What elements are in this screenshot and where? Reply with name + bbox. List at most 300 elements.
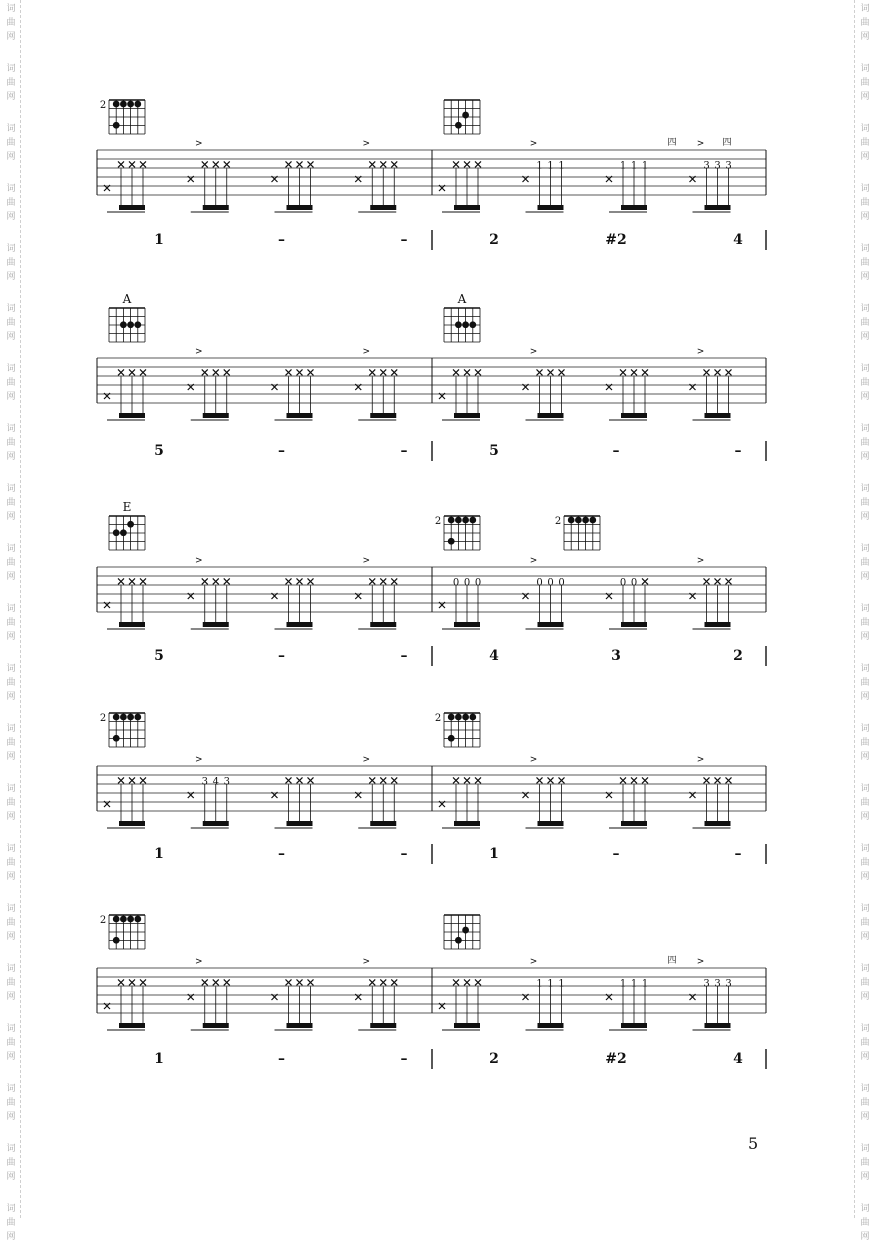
note-beam [119, 413, 145, 418]
tab-x-mark [213, 578, 219, 584]
chord-dot [134, 916, 141, 923]
tab-fret-number: 1 [547, 160, 554, 172]
margin-watermark-char: 网 [6, 692, 16, 702]
jianpu-note: – [734, 846, 742, 862]
margin-watermark-char: 曲 [6, 558, 16, 568]
tab-x-mark [391, 161, 397, 167]
tab-x-mark [704, 369, 710, 375]
jianpu-note: – [278, 443, 285, 459]
tab-x-mark [453, 369, 459, 375]
tab-fret-number: 0 [474, 577, 482, 589]
tab-fret-number: 3 [703, 160, 710, 172]
margin-watermark-char: 曲 [860, 558, 870, 568]
tab-x-mark [140, 161, 146, 167]
chord-name: E [122, 500, 132, 514]
chord-fret-number: 2 [99, 100, 107, 111]
tab-x-mark [129, 979, 135, 985]
tab-x-mark [642, 777, 648, 783]
margin-watermark-char: 网 [6, 932, 16, 942]
tab-x-mark [548, 369, 554, 375]
tab-fret-number: 1 [536, 978, 543, 990]
margin-watermark-char: 曲 [860, 1038, 870, 1048]
note-beam [705, 413, 731, 418]
tab-fret-number: 0 [547, 577, 554, 589]
jianpu-note: 1 [154, 846, 164, 862]
tab-x-mark [715, 777, 721, 783]
accent-mark: > [362, 139, 371, 149]
margin-watermark-char: 曲 [860, 858, 870, 868]
jianpu-note: – [400, 443, 408, 459]
margin-watermark-char: 网 [860, 92, 870, 102]
margin-watermark-char: 曲 [860, 18, 870, 28]
accent-mark: > [194, 755, 203, 765]
margin-watermark-char: 曲 [860, 1158, 870, 1168]
chord-dot [127, 714, 134, 721]
tab-x-mark [631, 369, 637, 375]
tab-x-mark [548, 777, 554, 783]
margin-watermark-char: 曲 [6, 858, 16, 868]
margin-watermark-char: 曲 [860, 438, 870, 448]
margin-watermark-char: 词 [860, 1084, 870, 1094]
chord-dot [462, 714, 469, 721]
margin-watermark-char: 网 [860, 692, 870, 702]
chord-fret-number: 2 [99, 713, 107, 724]
chord-dot [127, 916, 134, 923]
tab-x-mark [297, 161, 303, 167]
margin-watermark-char: 网 [6, 212, 16, 222]
note-beam [621, 413, 647, 418]
margin-watermark-char: 曲 [6, 678, 16, 688]
tab-x-mark [118, 578, 124, 584]
margin-watermark-char: 网 [6, 1232, 16, 1242]
tab-x-mark [297, 578, 303, 584]
jianpu-note: 4 [489, 648, 499, 664]
note-beam [370, 205, 396, 210]
note-beam [370, 413, 396, 418]
tab-x-mark [726, 777, 732, 783]
tab-x-mark [202, 578, 208, 584]
tab-x-mark [297, 369, 303, 375]
margin-watermark-char: 曲 [860, 678, 870, 688]
tab-fret-number: 3 [201, 776, 208, 788]
note-beam [370, 821, 396, 826]
margin-watermark-char: 曲 [6, 198, 16, 208]
note-beam [454, 413, 480, 418]
chord-dot [462, 112, 469, 119]
note-beam [370, 1023, 396, 1028]
jianpu-note: – [400, 846, 408, 862]
chord-dot [113, 122, 120, 129]
tab-x-mark [213, 369, 219, 375]
jianpu-note: – [612, 846, 620, 862]
tab-x-mark [715, 578, 721, 584]
tab-x-mark [129, 578, 135, 584]
margin-watermark-char: 词 [860, 664, 870, 674]
tab-x-mark [726, 369, 732, 375]
tab-x-mark [715, 369, 721, 375]
margin-watermark-char: 词 [6, 784, 16, 794]
margin-watermark-char: 词 [860, 964, 870, 974]
jianpu-note: 3 [611, 648, 621, 664]
jianpu-note: – [400, 232, 408, 248]
jianpu-note: 1 [489, 846, 499, 862]
accent-mark: > [696, 139, 705, 149]
chord-dot [448, 714, 455, 721]
tab-x-mark [726, 578, 732, 584]
tab-x-mark [369, 161, 375, 167]
tab-x-mark [642, 578, 648, 584]
jianpu-note: 2 [733, 648, 743, 664]
tab-fret-number: 1 [619, 978, 627, 990]
note-beam [538, 205, 564, 210]
tab-x-mark [391, 777, 397, 783]
jianpu-note: 5 [154, 648, 164, 664]
margin-watermark-char: 曲 [860, 198, 870, 208]
jianpu-note: 2 [489, 232, 499, 248]
chord-dot [469, 517, 476, 524]
jianpu-note: – [278, 648, 285, 664]
chord-dot [448, 735, 455, 742]
tab-fret-number: 0 [536, 577, 543, 589]
tab-x-mark [475, 161, 481, 167]
chord-dot [462, 321, 469, 328]
note-beam [538, 1023, 564, 1028]
margin-watermark-char: 词 [6, 544, 16, 554]
tab-x-mark [308, 979, 314, 985]
tab-x-mark [286, 777, 292, 783]
tab-fret-number: 1 [641, 160, 649, 172]
margin-watermark-char: 曲 [860, 378, 870, 388]
chord-dot [462, 927, 469, 934]
margin-watermark-char: 曲 [6, 978, 16, 988]
chord-dot [469, 321, 476, 328]
margin-watermark-char: 词 [860, 1024, 870, 1034]
chord-dot [455, 517, 462, 524]
margin-watermark-char: 曲 [860, 258, 870, 268]
chord-dot [127, 101, 134, 108]
margin-watermark-char: 曲 [6, 738, 16, 748]
tab-x-mark [380, 979, 386, 985]
accent-mark: > [194, 957, 203, 967]
tab-x-mark [129, 369, 135, 375]
note-beam [203, 821, 229, 826]
margin-watermark-char: 词 [860, 604, 870, 614]
margin-watermark-char: 曲 [860, 138, 870, 148]
chord-dot [127, 521, 134, 528]
chord-dot [455, 937, 462, 944]
margin-watermark-char: 曲 [6, 438, 16, 448]
margin-watermark-char: 网 [860, 1052, 870, 1062]
margin-watermark-char: 曲 [6, 1218, 16, 1228]
position-mark: 四 [667, 138, 677, 148]
jianpu-note: – [612, 443, 620, 459]
jianpu-note: 4 [733, 1051, 743, 1067]
tab-x-mark [369, 979, 375, 985]
margin-watermark-char: 曲 [860, 1098, 870, 1108]
tab-x-mark [475, 369, 481, 375]
accent-mark: > [362, 347, 371, 357]
note-beam [705, 622, 731, 627]
margin-watermark-char: 曲 [6, 378, 16, 388]
chord-dot [462, 517, 469, 524]
margin-watermark-char: 网 [860, 272, 870, 282]
tab-fret-number: 0 [630, 577, 638, 589]
chord-fret-number: 2 [99, 915, 107, 926]
margin-watermark-char: 网 [6, 32, 16, 42]
margin-watermark-char: 曲 [6, 258, 16, 268]
jianpu-note: – [278, 846, 285, 862]
tab-fret-number: 1 [641, 978, 649, 990]
margin-watermark-char: 网 [6, 92, 16, 102]
jianpu-note: 1 [154, 1051, 164, 1067]
tab-x-mark [559, 369, 565, 375]
margin-watermark-char: 网 [860, 872, 870, 882]
accent-mark: > [696, 347, 705, 357]
margin-watermark-char: 词 [6, 1144, 16, 1154]
margin-watermark-char: 网 [860, 452, 870, 462]
margin-watermark-char: 词 [6, 1204, 16, 1214]
margin-watermark-char: 词 [6, 4, 16, 14]
tab-x-mark [704, 578, 710, 584]
tab-x-mark [380, 578, 386, 584]
tab-x-mark [475, 979, 481, 985]
note-beam [287, 1023, 313, 1028]
margin-watermark-char: 词 [860, 1144, 870, 1154]
margin-watermark-char: 网 [860, 1112, 870, 1122]
note-beam [287, 622, 313, 627]
margin-watermark-char: 网 [860, 332, 870, 342]
margin-watermark-char: 词 [6, 184, 16, 194]
margin-watermark-char: 网 [6, 872, 16, 882]
margin-watermark-char: 网 [860, 572, 870, 582]
note-beam [119, 622, 145, 627]
note-beam [454, 205, 480, 210]
tab-x-mark [202, 979, 208, 985]
margin-watermark-char: 网 [860, 992, 870, 1002]
accent-mark: > [696, 556, 705, 566]
margin-watermark-char: 曲 [860, 798, 870, 808]
note-beam [705, 821, 731, 826]
note-beam [621, 1023, 647, 1028]
note-beam [203, 622, 229, 627]
tab-x-mark [297, 777, 303, 783]
note-beam [370, 622, 396, 627]
accent-mark: > [529, 957, 538, 967]
margin-watermark-char: 词 [6, 304, 16, 314]
tab-x-mark [286, 369, 292, 375]
tab-x-mark [224, 578, 230, 584]
tab-x-mark [140, 369, 146, 375]
margin-watermark-char: 词 [860, 844, 870, 854]
margin-watermark-char: 网 [860, 152, 870, 162]
tab-x-mark [118, 979, 124, 985]
tab-x-mark [308, 578, 314, 584]
chord-dot [120, 714, 127, 721]
margin-watermark-char: 网 [6, 332, 16, 342]
jianpu-note: 5 [154, 443, 164, 459]
margin-watermark-char: 网 [860, 1232, 870, 1242]
margin-watermark-char: 词 [6, 1024, 16, 1034]
margin-watermark-char: 网 [860, 812, 870, 822]
margin-watermark-char: 曲 [6, 138, 16, 148]
tab-x-mark [464, 979, 470, 985]
chord-name: A [457, 292, 467, 306]
jianpu-note: – [400, 1051, 408, 1067]
tab-x-mark [453, 161, 459, 167]
chord-dot [568, 517, 575, 524]
chord-dot [134, 714, 141, 721]
tab-x-mark [224, 369, 230, 375]
margin-watermark-char: 网 [6, 152, 16, 162]
tab-x-mark [308, 777, 314, 783]
margin-watermark-char: 词 [860, 184, 870, 194]
tab-x-mark [391, 369, 397, 375]
page-number: 5 [748, 1134, 759, 1153]
margin-watermark-char: 曲 [6, 498, 16, 508]
tab-x-mark [140, 777, 146, 783]
tab-fret-number: 1 [536, 160, 543, 172]
margin-watermark-char: 曲 [6, 78, 16, 88]
margin-watermark-char: 网 [860, 752, 870, 762]
margin-watermark-char: 词 [6, 724, 16, 734]
tab-fret-number: 0 [558, 577, 565, 589]
chord-dot [134, 101, 141, 108]
tab-x-mark [475, 777, 481, 783]
margin-watermark-char: 曲 [6, 798, 16, 808]
tab-x-mark [704, 777, 710, 783]
jianpu-note: – [278, 232, 285, 248]
note-beam [621, 821, 647, 826]
tab-x-mark [391, 578, 397, 584]
margin-watermark-char: 网 [6, 572, 16, 582]
chord-fret-number: 2 [554, 516, 562, 527]
accent-mark: > [696, 755, 705, 765]
position-mark: 四 [722, 138, 732, 148]
margin-watermark-char: 网 [6, 512, 16, 522]
tab-x-mark [118, 369, 124, 375]
tab-x-mark [202, 161, 208, 167]
jianpu-note: 2 [489, 1051, 499, 1067]
margin-watermark-char: 词 [860, 424, 870, 434]
margin-watermark-char: 词 [6, 124, 16, 134]
tab-x-mark [140, 979, 146, 985]
chord-fret-number: 2 [434, 516, 442, 527]
tab-x-mark [224, 161, 230, 167]
note-beam [119, 1023, 145, 1028]
margin-watermark-char: 词 [6, 844, 16, 854]
margin-watermark-char: 曲 [860, 498, 870, 508]
tab-fret-number: 1 [558, 160, 565, 172]
note-beam [119, 821, 145, 826]
margin-watermark-char: 网 [6, 992, 16, 1002]
tab-fret-number: 3 [223, 776, 230, 788]
tab-fret-number: 1 [630, 160, 638, 172]
tab-x-mark [308, 369, 314, 375]
tab-x-mark [380, 161, 386, 167]
margin-watermark-char: 词 [6, 244, 16, 254]
chord-dot [575, 517, 582, 524]
tab-fret-number: 0 [463, 577, 471, 589]
accent-mark: > [362, 957, 371, 967]
note-beam [287, 413, 313, 418]
jianpu-note: – [734, 443, 742, 459]
margin-watermark-char: 词 [6, 604, 16, 614]
chord-dot [113, 529, 120, 536]
chord-name: A [122, 292, 132, 306]
margin-watermark-char: 网 [860, 392, 870, 402]
note-beam [203, 413, 229, 418]
note-beam [621, 205, 647, 210]
tab-x-mark [620, 369, 626, 375]
margin-watermark-char: 曲 [6, 1038, 16, 1048]
margin-watermark-char: 词 [860, 484, 870, 494]
margin-watermark-char: 词 [860, 64, 870, 74]
margin-watermark-char: 曲 [860, 918, 870, 928]
tab-fret-number: 3 [714, 978, 721, 990]
tab-x-mark [369, 578, 375, 584]
margin-watermark-char: 网 [6, 1052, 16, 1062]
accent-mark: > [529, 347, 538, 357]
tab-fret-number: 1 [619, 160, 627, 172]
tab-x-mark [559, 777, 565, 783]
tab-x-mark [391, 979, 397, 985]
accent-mark: > [529, 755, 538, 765]
accent-mark: > [362, 755, 371, 765]
margin-watermark-char: 曲 [6, 1158, 16, 1168]
margin-watermark-char: 词 [860, 244, 870, 254]
tab-x-mark [380, 369, 386, 375]
tab-x-mark [642, 369, 648, 375]
tab-x-mark [464, 369, 470, 375]
tab-x-mark [213, 979, 219, 985]
jianpu-note: – [400, 648, 408, 664]
chord-dot [113, 937, 120, 944]
margin-watermark-char: 网 [6, 812, 16, 822]
margin-watermark-char: 词 [860, 784, 870, 794]
margin-watermark-char: 曲 [6, 918, 16, 928]
margin-watermark-char: 词 [6, 424, 16, 434]
margin-watermark-char: 词 [860, 304, 870, 314]
margin-watermark-char: 网 [860, 212, 870, 222]
tab-x-mark [620, 777, 626, 783]
tab-x-mark [537, 369, 543, 375]
tab-x-mark [453, 777, 459, 783]
tab-x-mark [286, 161, 292, 167]
margin-watermark-char: 网 [860, 32, 870, 42]
jianpu-note: – [278, 1051, 285, 1067]
tab-x-mark [537, 777, 543, 783]
margin-watermark-char: 曲 [860, 1218, 870, 1228]
margin-watermark-char: 网 [6, 1172, 16, 1182]
tab-x-mark [202, 369, 208, 375]
chord-dot [582, 517, 589, 524]
note-beam [621, 622, 647, 627]
margin-watermark-char: 词 [860, 124, 870, 134]
chord-dot [113, 714, 120, 721]
margin-watermark-char: 网 [860, 512, 870, 522]
tab-fret-number: 3 [725, 160, 732, 172]
tab-x-mark [224, 979, 230, 985]
margin-watermark-char: 词 [860, 544, 870, 554]
chord-dot [469, 714, 476, 721]
tab-x-mark [129, 777, 135, 783]
margin-watermark-char: 网 [6, 392, 16, 402]
margin-watermark-char: 词 [6, 664, 16, 674]
note-beam [538, 821, 564, 826]
jianpu-note: #2 [605, 232, 627, 248]
margin-watermark-char: 曲 [6, 318, 16, 328]
margin-watermark-char: 曲 [6, 18, 16, 28]
